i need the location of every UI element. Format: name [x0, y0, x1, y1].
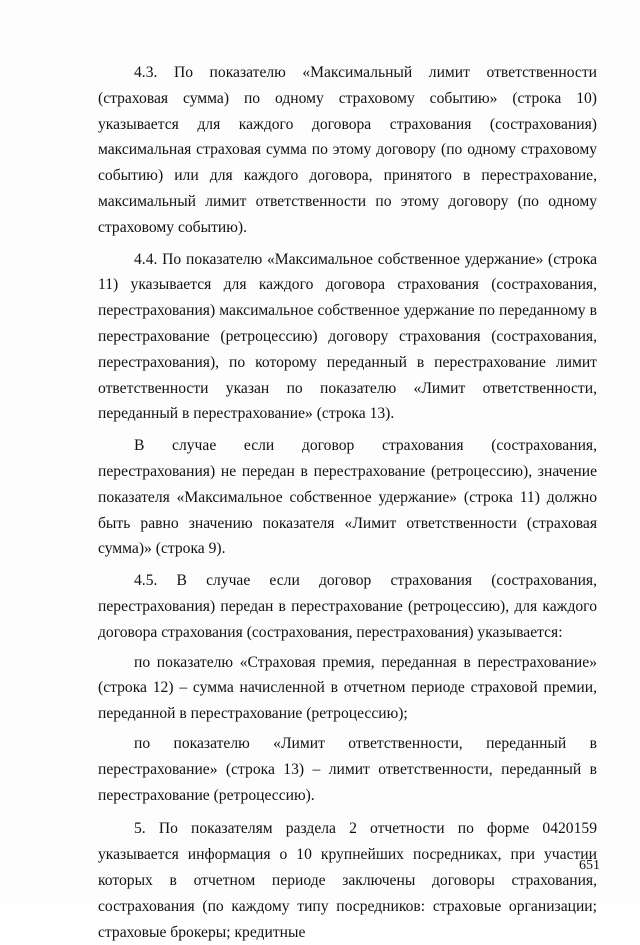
page-number: 651	[579, 858, 600, 873]
paragraph-4-5-item-premium: по показателю «Страховая премия, переданная в перестрахование» (строка 12) – сумма начисленной в отчетном периоде страховой премии, переданной в перестрахование (ретроцессию);	[98, 653, 597, 723]
paragraph-4-4: 4.4. По показателю «Максимальное собственное удержание» (строка 11) указывается для каждого договора страхования (сострахования, перестрахования) максимальное собственное удержание по переданному в перестрахование (ретроцессию) договору страхования (сострахования, перестрахования), по которому переданный в перестрахование лимит ответственности указан по показателю «Лимит ответственности, переданный в перестрахование» (строка 13).	[98, 250, 597, 423]
paragraph-4-3: 4.3. По показателю «Максимальный лимит ответственности (страховая сумма) по одному страховому событию» (строка 10) указывается для каждого договора страхования (сострахования) максимальная страховая сумма по этому договору (по одному страховому событию) или для каждого договора, принятого в перестрахование, максимальный лимит ответственности по этому договору (по одному страховому событию).	[98, 64, 597, 236]
paragraph-5: 5. По показателям раздела 2 отчетности по форме 0420159 указывается информация о 10 крупнейших посредниках, при участии которых в отчетном периоде заключены договоры страхования, сострахования (по каждому типу посредников: страховые организации; страховые брокеры; кредитные	[98, 820, 597, 941]
paragraph-4-5-item-limit: по показателю «Лимит ответственности, переданный в перестрахование» (строка 13) – лимит ответственности, переданный в перестрахование (ретроцессию).	[98, 734, 597, 804]
paragraph-4-5: 4.5. В случае если договор страхования (сострахования, перестрахования) передан в перестрахование (ретроцессию), для каждого договора страхования (сострахования, перестрахования) указывается:	[98, 572, 597, 641]
paragraph-4-4-note: В случае если договор страхования (сострахования, перестрахования) не передан в перестрахование (ретроцессию), значение показателя «Максимальное собственное удержание» (строка 11) должно быть равно значению показателя «Лимит ответственности (страховая сумма)» (строка 9).	[98, 437, 597, 558]
document-body	[98, 60, 597, 945]
